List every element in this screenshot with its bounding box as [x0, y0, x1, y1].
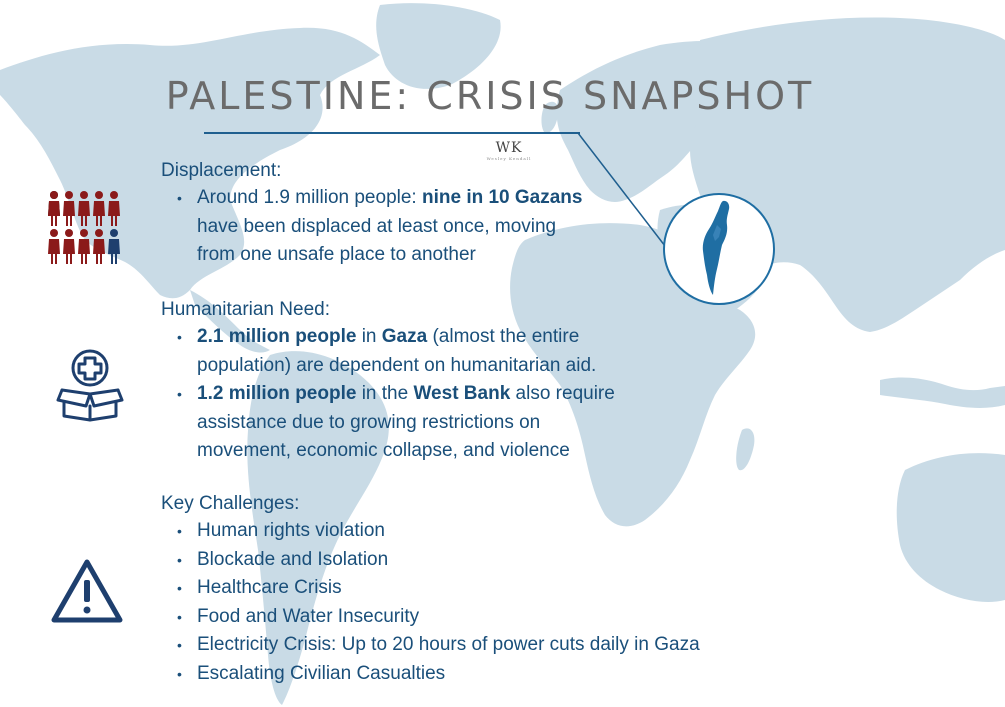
humanitarian-heading: Humanitarian Need:: [161, 299, 330, 320]
logo-mark: WK: [495, 140, 523, 156]
challenges-section: [161, 491, 700, 688]
bullet-line: movement, economic collapse, and violence: [197, 440, 570, 461]
bullet-line: assistance due to growing restrictions on: [197, 411, 541, 433]
page-title: PALESTINE: CRISIS SNAPSHOT: [165, 74, 815, 118]
bullet-line: • Around 1.9 million people: nine in 10 Gazans: [197, 187, 583, 208]
displacement-list: [161, 184, 582, 270]
challenges-heading: Key Challenges:: [161, 493, 300, 514]
list-item: [161, 323, 615, 380]
warning-icon: [50, 558, 124, 624]
palestine-map-inset: [663, 193, 775, 305]
palestine-map-icon: [665, 195, 773, 303]
bullet-line: have been displaced at least once, moving: [197, 215, 557, 237]
aid-box-icon: [56, 348, 124, 422]
displacement-section: [161, 158, 582, 270]
list-item: [161, 184, 582, 270]
bullet-line: • 1.2 million people in the West Bank also require: [197, 383, 615, 404]
bullet-line: from one unsafe place to another: [197, 244, 476, 265]
list-item: • Electricity Crisis: Up to 20 hours of power cuts daily in Gaza: [161, 631, 700, 660]
bullet-line: • 2.1 million people in Gaza (almost the entire: [197, 326, 580, 347]
logo-subtext: Wesley Kendall: [486, 156, 532, 161]
list-item: • Escalating Civilian Casualties: [161, 660, 700, 689]
list-item: [161, 380, 615, 466]
list-item: • Food and Water Insecurity: [161, 603, 700, 632]
challenges-list: [161, 517, 700, 688]
list-item: • Healthcare Crisis: [161, 574, 700, 603]
humanitarian-section: [161, 297, 615, 466]
people-group-icon: [48, 190, 128, 266]
list-item: • Blockade and Isolation: [161, 546, 700, 575]
bullet-line: population) are dependent on humanitarian aid.: [197, 354, 597, 376]
humanitarian-list: [161, 323, 615, 466]
displacement-heading: Displacement:: [161, 160, 282, 181]
list-item: • Human rights violation: [161, 517, 700, 546]
